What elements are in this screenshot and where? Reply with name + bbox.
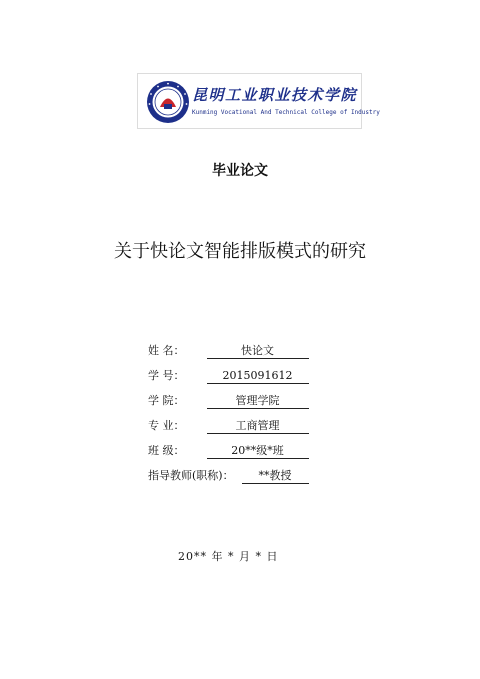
info-value: 工商管理	[207, 419, 309, 434]
info-label: 班 级：	[148, 444, 185, 457]
info-value: 管理学院	[207, 394, 309, 409]
info-value: **教授	[242, 469, 309, 484]
info-row-name	[148, 342, 309, 359]
college-logo	[137, 73, 380, 129]
info-label: 姓 名：	[148, 344, 185, 357]
thesis-title: 关于快论文智能排版模式的研究	[114, 241, 366, 262]
info-label: 学 院：	[148, 394, 185, 407]
info-label: 学 号：	[148, 369, 185, 382]
info-row-advisor	[148, 467, 309, 484]
info-value: 20**级*班	[207, 444, 309, 459]
document-type: 毕业论文	[212, 163, 268, 179]
college-name-en: Kunming Vocational And Technical College of Industry	[192, 109, 380, 116]
info-label: 指导教师(职称)：	[148, 469, 234, 482]
info-value: 2015091612	[207, 369, 309, 384]
college-name-cn: 昆明工业职业技术学院	[192, 86, 358, 104]
college-seal-icon	[146, 80, 190, 124]
info-row-class	[148, 442, 309, 459]
info-row-major	[148, 417, 309, 434]
info-row-college	[148, 392, 309, 409]
info-label: 专 业：	[148, 419, 185, 432]
info-row-student-id	[148, 367, 309, 384]
info-value: 快论文	[207, 344, 309, 359]
date-line: 20** 年 * 月 * 日	[178, 550, 279, 563]
